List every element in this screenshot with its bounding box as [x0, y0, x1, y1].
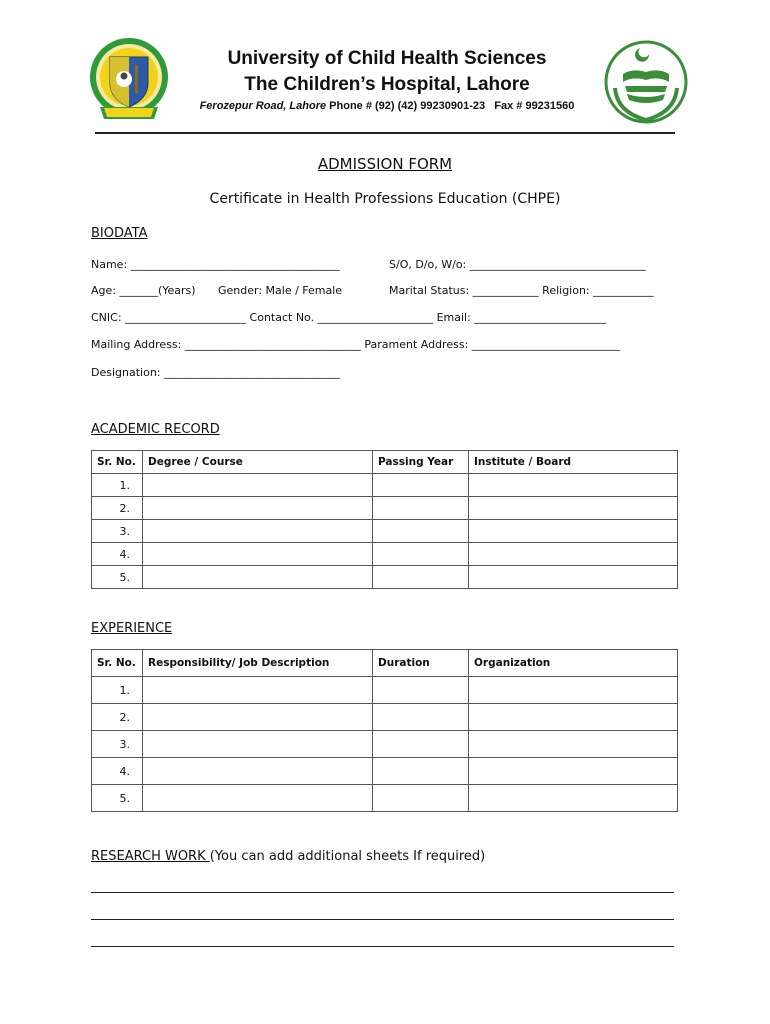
academic-heading: ACADEMIC RECORD: [91, 422, 220, 437]
table-cell[interactable]: [373, 704, 469, 731]
table-cell[interactable]: [373, 474, 469, 497]
table-cell[interactable]: [143, 474, 373, 497]
phone-text: Phone # (92) (42) 99230901-23: [329, 100, 486, 112]
table-cell[interactable]: [373, 677, 469, 704]
column-header: Sr. No.: [92, 650, 143, 677]
column-header: Degree / Course: [143, 451, 373, 474]
university-seal-icon: [88, 37, 170, 125]
research-line[interactable]: [91, 891, 674, 893]
table-cell[interactable]: [373, 497, 469, 520]
row-number: 2.: [92, 704, 143, 731]
row-number: 1.: [92, 474, 143, 497]
table-header-row: [92, 650, 678, 677]
table-cell[interactable]: [373, 785, 469, 812]
table-row: [92, 566, 678, 589]
row-number: 5.: [92, 785, 143, 812]
column-header: Sr. No.: [92, 451, 143, 474]
name-field[interactable]: Name: ______________________________________: [91, 258, 340, 271]
contact-line: [180, 100, 594, 112]
table-cell[interactable]: [143, 497, 373, 520]
gender-field[interactable]: Gender: Male / Female: [218, 284, 343, 297]
table-cell[interactable]: [469, 497, 678, 520]
table-cell[interactable]: [469, 758, 678, 785]
table-cell[interactable]: [469, 704, 678, 731]
research-heading-line: [91, 849, 485, 864]
biodata-heading: BIODATA: [91, 226, 148, 241]
experience-heading: EXPERIENCE: [91, 621, 173, 636]
academic-table: [91, 450, 678, 589]
row-number: 4.: [92, 758, 143, 785]
table-cell[interactable]: [143, 704, 373, 731]
column-header: Organization: [469, 650, 678, 677]
column-header: Duration: [373, 650, 469, 677]
relation-field[interactable]: S/O, D/o, W/o: ________________________________: [389, 258, 646, 271]
table-row: [92, 758, 678, 785]
research-note: (You can add additional sheets If required): [209, 849, 486, 864]
column-header: Responsibility/ Job Description: [143, 650, 373, 677]
table-cell[interactable]: [373, 543, 469, 566]
table-cell[interactable]: [469, 566, 678, 589]
table-row: [92, 520, 678, 543]
table-row: [92, 677, 678, 704]
form-title: ADMISSION FORM: [317, 155, 453, 173]
marital-religion-field[interactable]: Marital Status: ____________ Religion: ___________: [389, 284, 654, 297]
table-header-row: [92, 451, 678, 474]
table-cell[interactable]: [373, 566, 469, 589]
experience-table: [91, 649, 678, 812]
research-line[interactable]: [91, 945, 674, 947]
table-row: [92, 543, 678, 566]
age-field[interactable]: Age: _______(Years): [91, 284, 196, 297]
row-number: 1.: [92, 677, 143, 704]
table-cell[interactable]: [373, 520, 469, 543]
cnic-contact-email-field[interactable]: CNIC: ______________________ Contact No. _____________________ Email: ________________________: [91, 311, 607, 324]
table-row: [92, 474, 678, 497]
table-cell[interactable]: [143, 677, 373, 704]
fax-text: Fax # 99231560: [494, 100, 575, 112]
table-cell[interactable]: [469, 543, 678, 566]
table-row: [92, 731, 678, 758]
row-number: 5.: [92, 566, 143, 589]
research-line[interactable]: [91, 918, 674, 920]
table-row: [92, 704, 678, 731]
table-cell[interactable]: [143, 731, 373, 758]
address-field[interactable]: Mailing Address: ________________________________ Parament Address: ___________________________: [91, 338, 621, 351]
table-cell[interactable]: [469, 677, 678, 704]
header-divider: [95, 132, 675, 134]
table-cell[interactable]: [469, 474, 678, 497]
table-cell[interactable]: [143, 520, 373, 543]
table-cell[interactable]: [143, 566, 373, 589]
row-number: 3.: [92, 731, 143, 758]
row-number: 3.: [92, 520, 143, 543]
table-cell[interactable]: [373, 731, 469, 758]
column-header: Institute / Board: [469, 451, 678, 474]
column-header: Passing Year: [373, 451, 469, 474]
table-cell[interactable]: [469, 785, 678, 812]
table-cell[interactable]: [143, 543, 373, 566]
designation-field[interactable]: Designation: ________________________________: [91, 366, 340, 379]
punjab-government-emblem-icon: [603, 38, 689, 126]
table-cell[interactable]: [143, 758, 373, 785]
table-cell[interactable]: [373, 758, 469, 785]
row-number: 4.: [92, 543, 143, 566]
table-row: [92, 497, 678, 520]
university-name: University of Child Health Sciences: [227, 48, 547, 69]
hospital-name: The Children’s Hospital, Lahore: [244, 74, 530, 95]
form-subtitle: Certificate in Health Professions Education (CHPE): [209, 191, 561, 207]
table-cell[interactable]: [469, 520, 678, 543]
table-cell[interactable]: [469, 731, 678, 758]
research-heading: RESEARCH WORK: [91, 849, 210, 864]
table-row: [92, 785, 678, 812]
table-cell[interactable]: [143, 785, 373, 812]
row-number: 2.: [92, 497, 143, 520]
address-text: Ferozepur Road, Lahore: [199, 100, 327, 112]
